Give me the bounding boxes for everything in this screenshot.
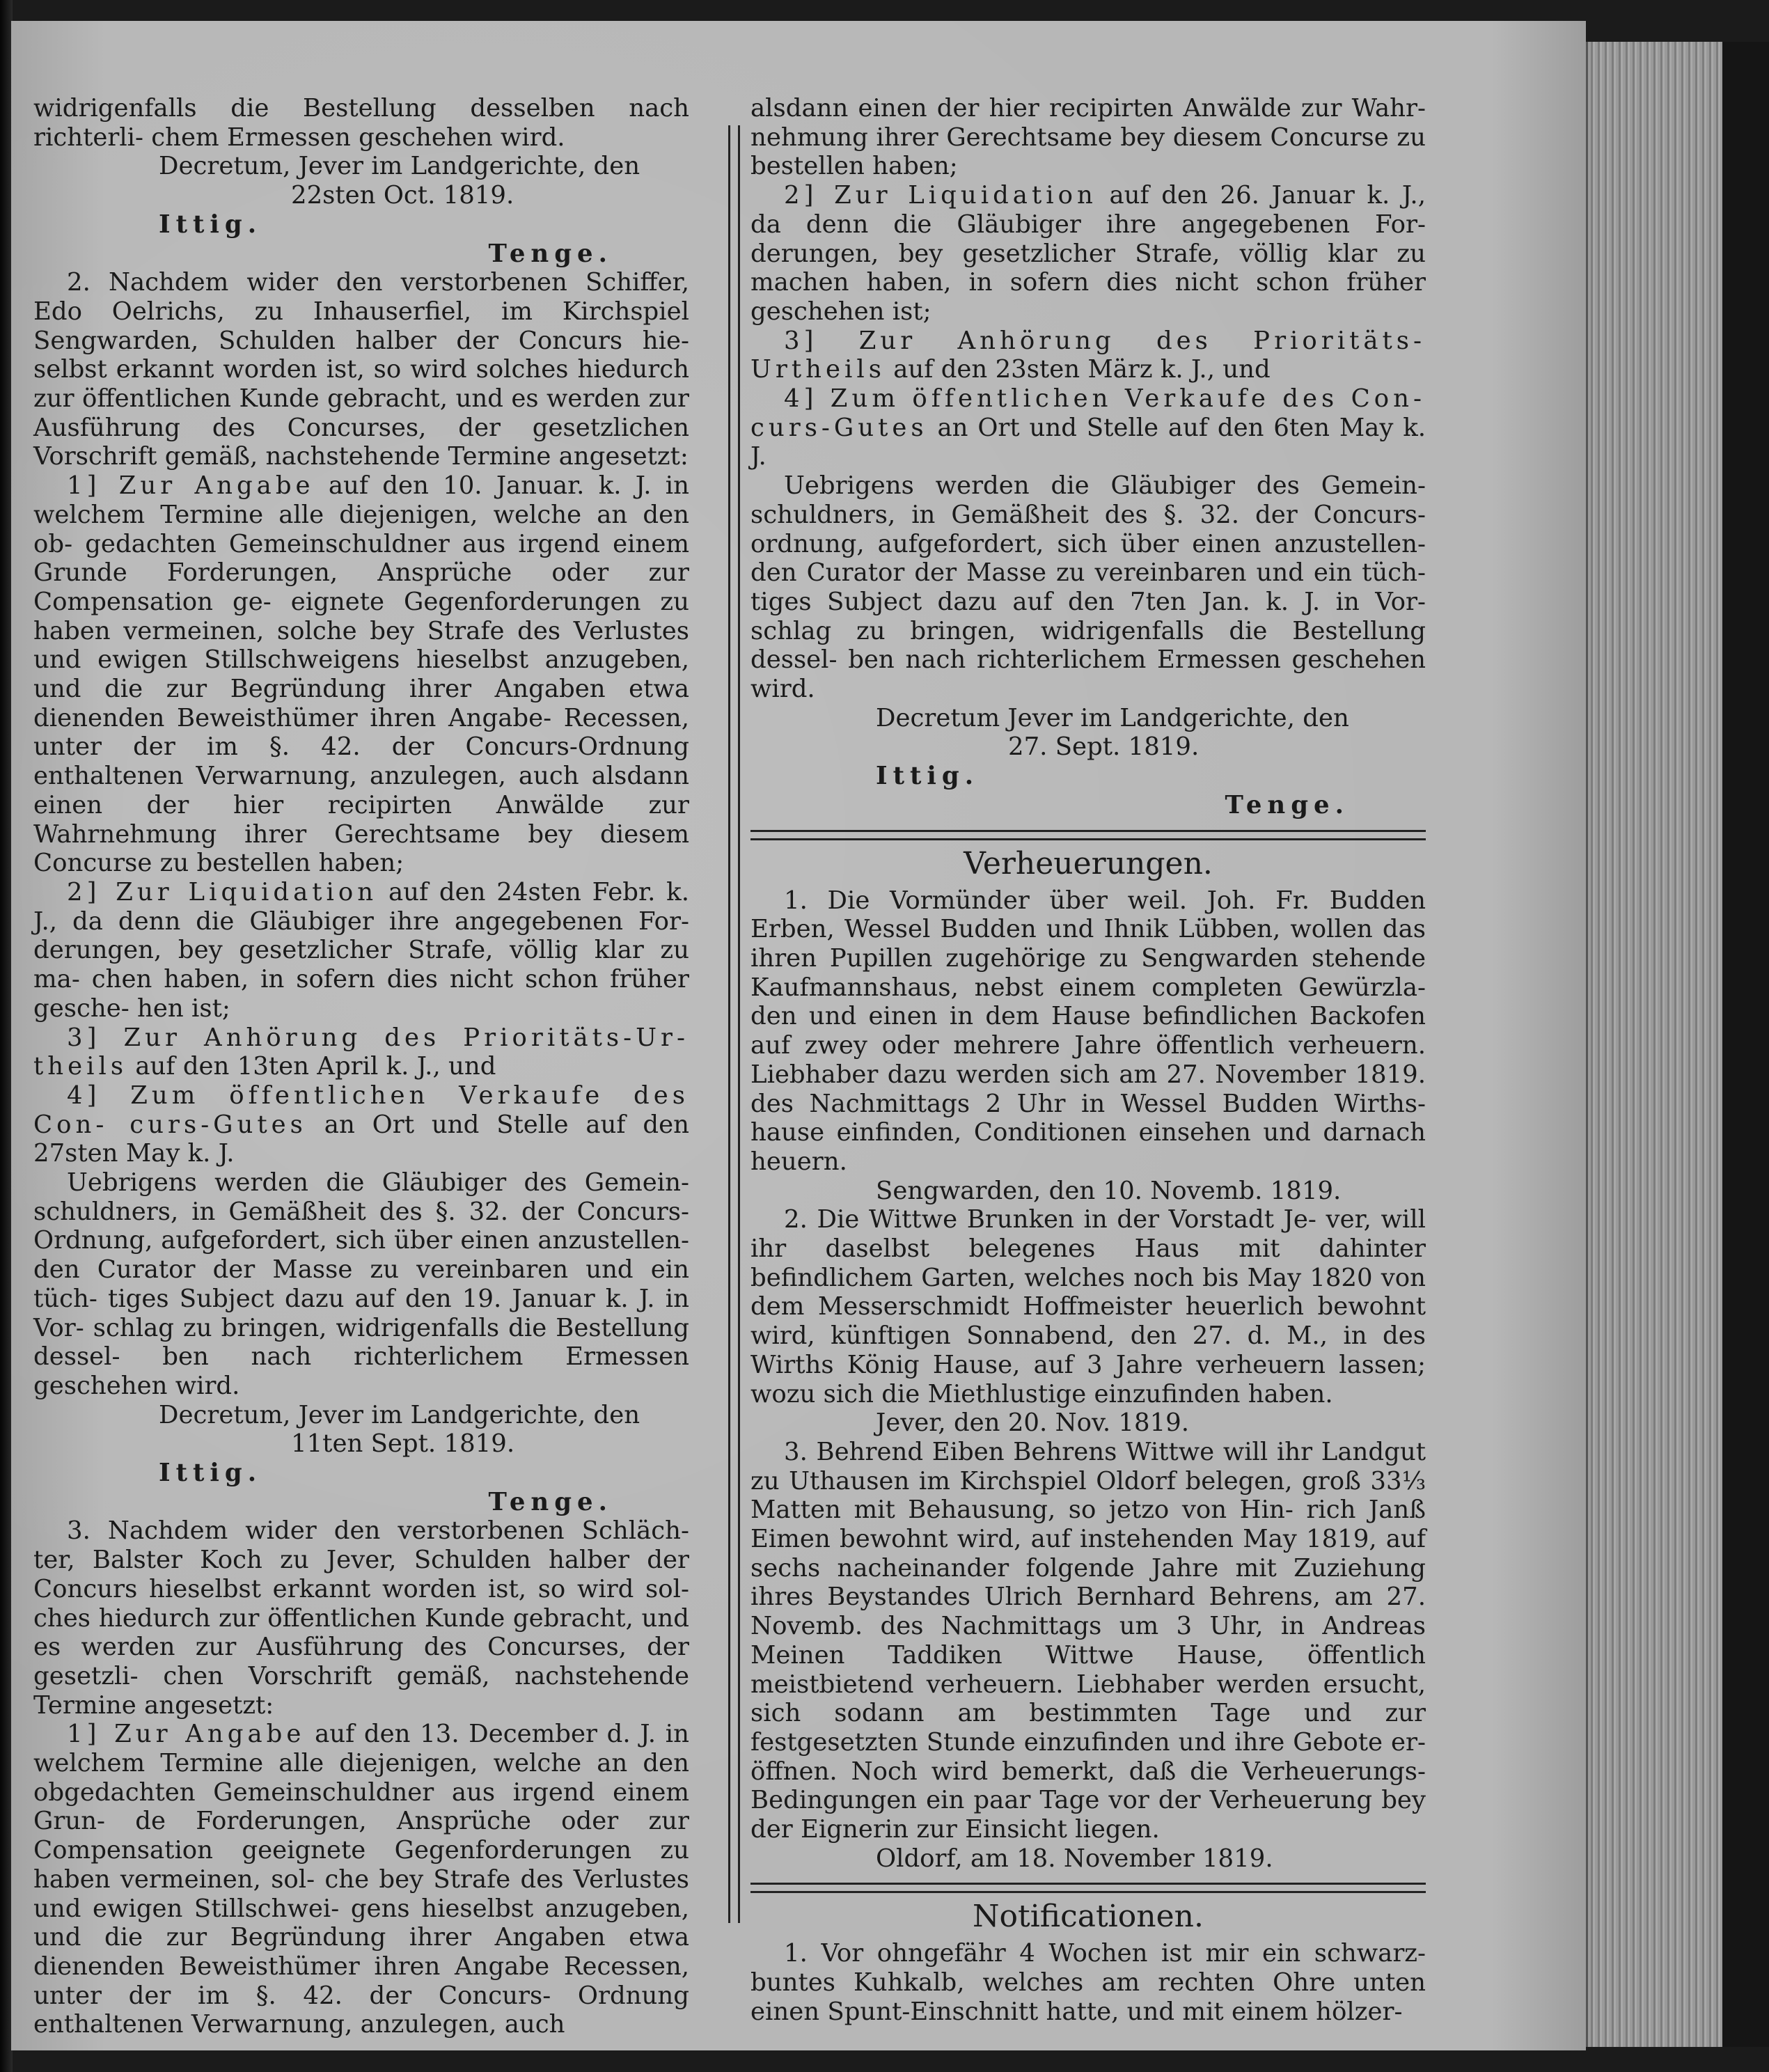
- term-label: 2] Zur Liquidation: [67, 877, 378, 907]
- term-text: an Ort und Stelle auf den 27sten May k. J.: [33, 1110, 689, 1168]
- term-label: 3] Zur Anhörung des Prioritäts-Ur- theils: [33, 1023, 689, 1081]
- left-column: [33, 94, 689, 2039]
- signature-ittig: Ittig.: [159, 1459, 262, 1488]
- place-date: Oldorf, am 18. November 1819.: [876, 1844, 1273, 1873]
- place-date: Sengwarden, den 10. Novemb. 1819.: [876, 1176, 1342, 1205]
- term-text: auf den 13. December d. J. in welchem Termine alle diejenigen, welche an den obgedachten Gemeinschuldner aus irgend einem Grun- de Forderungen, Ansprüche oder zur Compensation geeignete Gegenforderungen zu haben vermeinen, sol- che bey Strafe des Verlustes und ewigen Stillschwei- gens hieselbst anzugeben, und die zur Begründung ihrer Angaben etwa dienenden Beweisthümer ihren Angabe Recessen, unter der im §. 42. der Concurs- Ordnung enthaltenen Verwarnung, anzulegen, auch: [33, 1720, 689, 2039]
- paragraph: Uebrigens werden die Gläubiger des Gemein- schuldners, in Gemäßheit des §. 32. der Concurs- ordnung, aufgefordert, sich über einen anzustellen- den Curator der Masse zu vereinbaren und ein tüch- tiges Subject dazu auf den 7ten Jan. k. J. in Vor- schlag zu bringen, widrigenfalls die Bestellung dessel- ben nach richterlichem Ermessen geschehen wird.: [750, 471, 1426, 704]
- place-date: Jever, den 20. Nov. 1819.: [876, 1408, 1190, 1438]
- term-3: [750, 327, 1426, 384]
- lease-notice-2: 2. Die Wittwe Brunken in der Vorstadt Je- ver, will ihr daselbst belegenes Haus mit dahinter befindlichem Garten, welches noch bis May 1820 von dem Messerschmidt Hoffmeister heuerlich bewohnt wird, künftigen Sonnabend, den 27. d. M., in des Wirths König Hause, auf 3 Jahre verheuern lassen; wozu sich die Miethlustige einzufinden haben.: [750, 1205, 1426, 1408]
- paragraph: Uebrigens werden die Gläubiger des Gemein- schuldners, in Gemäßheit des §. 32. der Concurs- Ordnung, aufgefordert, sich über einen anzustellen- den Curator der Masse zu vereinbaren und ein tüch- tiges Subject dazu auf den 19. Januar k. J. in Vor- schlag zu bringen, widrigenfalls die Bestellung dessel- ben nach richterlichem Ermessen geschehen wird.: [33, 1168, 689, 1400]
- section-rule: [750, 830, 1426, 840]
- signature-tenge: Tenge.: [1225, 790, 1349, 819]
- signature-ittig: Ittig.: [159, 210, 262, 239]
- signature-tenge: Tenge.: [488, 239, 613, 268]
- term-label: 1] Zur Angabe: [67, 1720, 306, 1749]
- lease-notice-1: 1. Die Vormünder über weil. Joh. Fr. Budden Erben, Wessel Budden und Ihnik Lübben, wollen das ihren Pupillen zugehörige zu Sengwarden stehende Kaufmannshaus, nebst einem completen Gewürzla- den und einen in dem Hause befindlichen Backofen auf zwey oder mehrere Jahre öffentlich verheuern. Liebhaber dazu werden sich am 27. November 1819. des Nachmittags 2 Uhr in Wessel Budden Wirths- hause einfinden, Conditionen einsehen und darnach heuern.: [750, 886, 1426, 1176]
- decree-date: 22sten Oct. 1819.: [291, 181, 514, 210]
- notice-2-intro: 2. Nachdem wider den verstorbenen Schiffer, Edo Oelrichs, zu Inhauserfiel, im Kirchspiel Sengwarden, Schulden halber der Concurs hie- selbst erkannt worden ist, so wird solches hiedurch zur öffentlichen Kunde gebracht, und es werden zur Ausführung des Concurses, der gesetzlichen Vorschrift gemäß, nachstehende Termine angesetzt:: [33, 268, 689, 471]
- decree-line: Decretum, Jever im Landgerichte, den: [159, 1400, 640, 1429]
- term-label: 2] Zur Liquidation: [784, 181, 1097, 210]
- term-label: 3] Zur Anhörung des Prioritäts- Urtheils: [750, 326, 1426, 384]
- term-3: [33, 1023, 689, 1081]
- decree-line: Decretum Jever im Landgerichte, den: [876, 703, 1349, 732]
- term-label: 4] Zum öffentlichen Verkaufe des Con- curs-Gutes: [750, 384, 1426, 442]
- decree-date: 11ten Sept. 1819.: [291, 1429, 515, 1459]
- term-1: [33, 1720, 689, 2039]
- decree-line: Decretum, Jever im Landgerichte, den: [159, 152, 640, 181]
- signature-ittig: Ittig.: [876, 762, 980, 791]
- term-4: [750, 384, 1426, 471]
- term-text: auf den 13ten April k. J., und: [135, 1052, 496, 1081]
- decree-date: 27. Sept. 1819.: [1008, 732, 1200, 762]
- term-text: auf den 10. Januar. k. J. in welchem Termine alle diejenigen, welche an den ob- gedachten Gemeinschuldner aus irgend einem Grunde Forderungen, Ansprüche oder zur Compensation ge- eignete Gegenforderungen zu haben vermeinen, solche bey Strafe des Verlustes und ewigen Stillschweigens hieselbst anzugeben, und die zur Begründung ihrer Angaben etwa dienenden Beweisthümer ihren Angabe- Recessen, unter der im §. 42. der Concurs-Ordnung enthaltenen Verwarnung, anzulegen, auch alsdann einen der hier recipirten Anwälde zur Wahrnehmung ihrer Gerechtsame bey diesem Concurse zu bestellen haben;: [33, 471, 689, 878]
- page-edge-shadow: [1722, 42, 1769, 2047]
- right-column: [750, 94, 1426, 2027]
- section-heading-verheuerungen: Verheuerungen.: [964, 845, 1213, 881]
- term-2: [33, 878, 689, 1023]
- page-edges: [1586, 42, 1724, 2047]
- lease-notice-3: 3. Behrend Eiben Behrens Wittwe will ihr Landgut zu Uthausen im Kirchspiel Oldorf belegen, groß 33⅓ Matten mit Behausung, so jetzo von Hin- rich Janß Eimen bewohnt wird, auf instehenden May 1819, auf sechs nacheinander folgende Jahre mit Zuziehung ihres Beystandes Ulrich Bernhard Behrens, am 27. Novemb. des Nachmittags um 3 Uhr, in Andreas Meinen Taddiken Wittwe Hause, öffentlich meistbietend verheuern. Liebhaber werden ersucht, sich sodann am bestimmten Tage und zur festgesetzten Stunde einzufinden und ihre Gebote er- öffnen. Noch wird bemerkt, daß die Verheuerungs- Bedingungen ein paar Tage vor der Verheuerung bey der Eignerin zur Einsicht liegen.: [750, 1437, 1426, 1844]
- paragraph: widrigenfalls die Bestellung desselben nach richterli- chem Ermessen geschehen wird.: [33, 94, 689, 152]
- notification-1: 1. Vor ohngefähr 4 Wochen ist mir ein schwarz- buntes Kuhkalb, welches am rechten Ohre unten einen Spunt-Einschnitt hatte, und mit einem hölzer-: [750, 1939, 1426, 2026]
- term-text: an Ort und Stelle auf den 6ten May k. J.: [750, 413, 1426, 471]
- term-2: [750, 181, 1426, 327]
- term-1: [33, 471, 689, 878]
- section-heading-notificationen: Notificationen.: [973, 1899, 1204, 1935]
- column-divider: [728, 125, 740, 1923]
- notice-3-intro: 3. Nachdem wider den verstorbenen Schläch- ter, Balster Koch zu Jever, Schulden halber der Concurs hieselbst erkannt worden ist, so wird sol- ches hiedurch zur öffentlichen Kunde gebracht, und es werden zur Ausführung des Concurses, der gesetzli- chen Vorschrift gemäß, nachstehende Termine angesetzt:: [33, 1516, 689, 1720]
- signature-tenge: Tenge.: [488, 1487, 613, 1516]
- term-text: auf den 26. Januar k. J., da denn die Gläubiger ihre angegebenen For- derungen, bey gesetzlicher Strafe, völlig klar zu machen haben, in sofern dies nicht schon früher geschehen ist;: [750, 181, 1426, 326]
- paragraph: alsdann einen der hier recipirten Anwälde zur Wahr- nehmung ihrer Gerechtsame bey diesem Concurse zu bestellen haben;: [750, 94, 1426, 181]
- section-rule: [750, 1883, 1426, 1893]
- term-text: auf den 23sten März k. J., und: [893, 355, 1271, 384]
- term-4: [33, 1081, 689, 1168]
- term-text: auf den 24sten Febr. k. J., da denn die Gläubiger ihre angegebenen For- derungen, bey gesetzlicher Strafe, völlig klar zu ma- chen haben, in sofern dies nicht schon früher gesche- hen ist;: [33, 877, 689, 1023]
- term-label: 1] Zur Angabe: [67, 471, 315, 501]
- term-label: 4] Zum öffentlichen Verkaufe des Con- curs-Gutes: [33, 1081, 689, 1139]
